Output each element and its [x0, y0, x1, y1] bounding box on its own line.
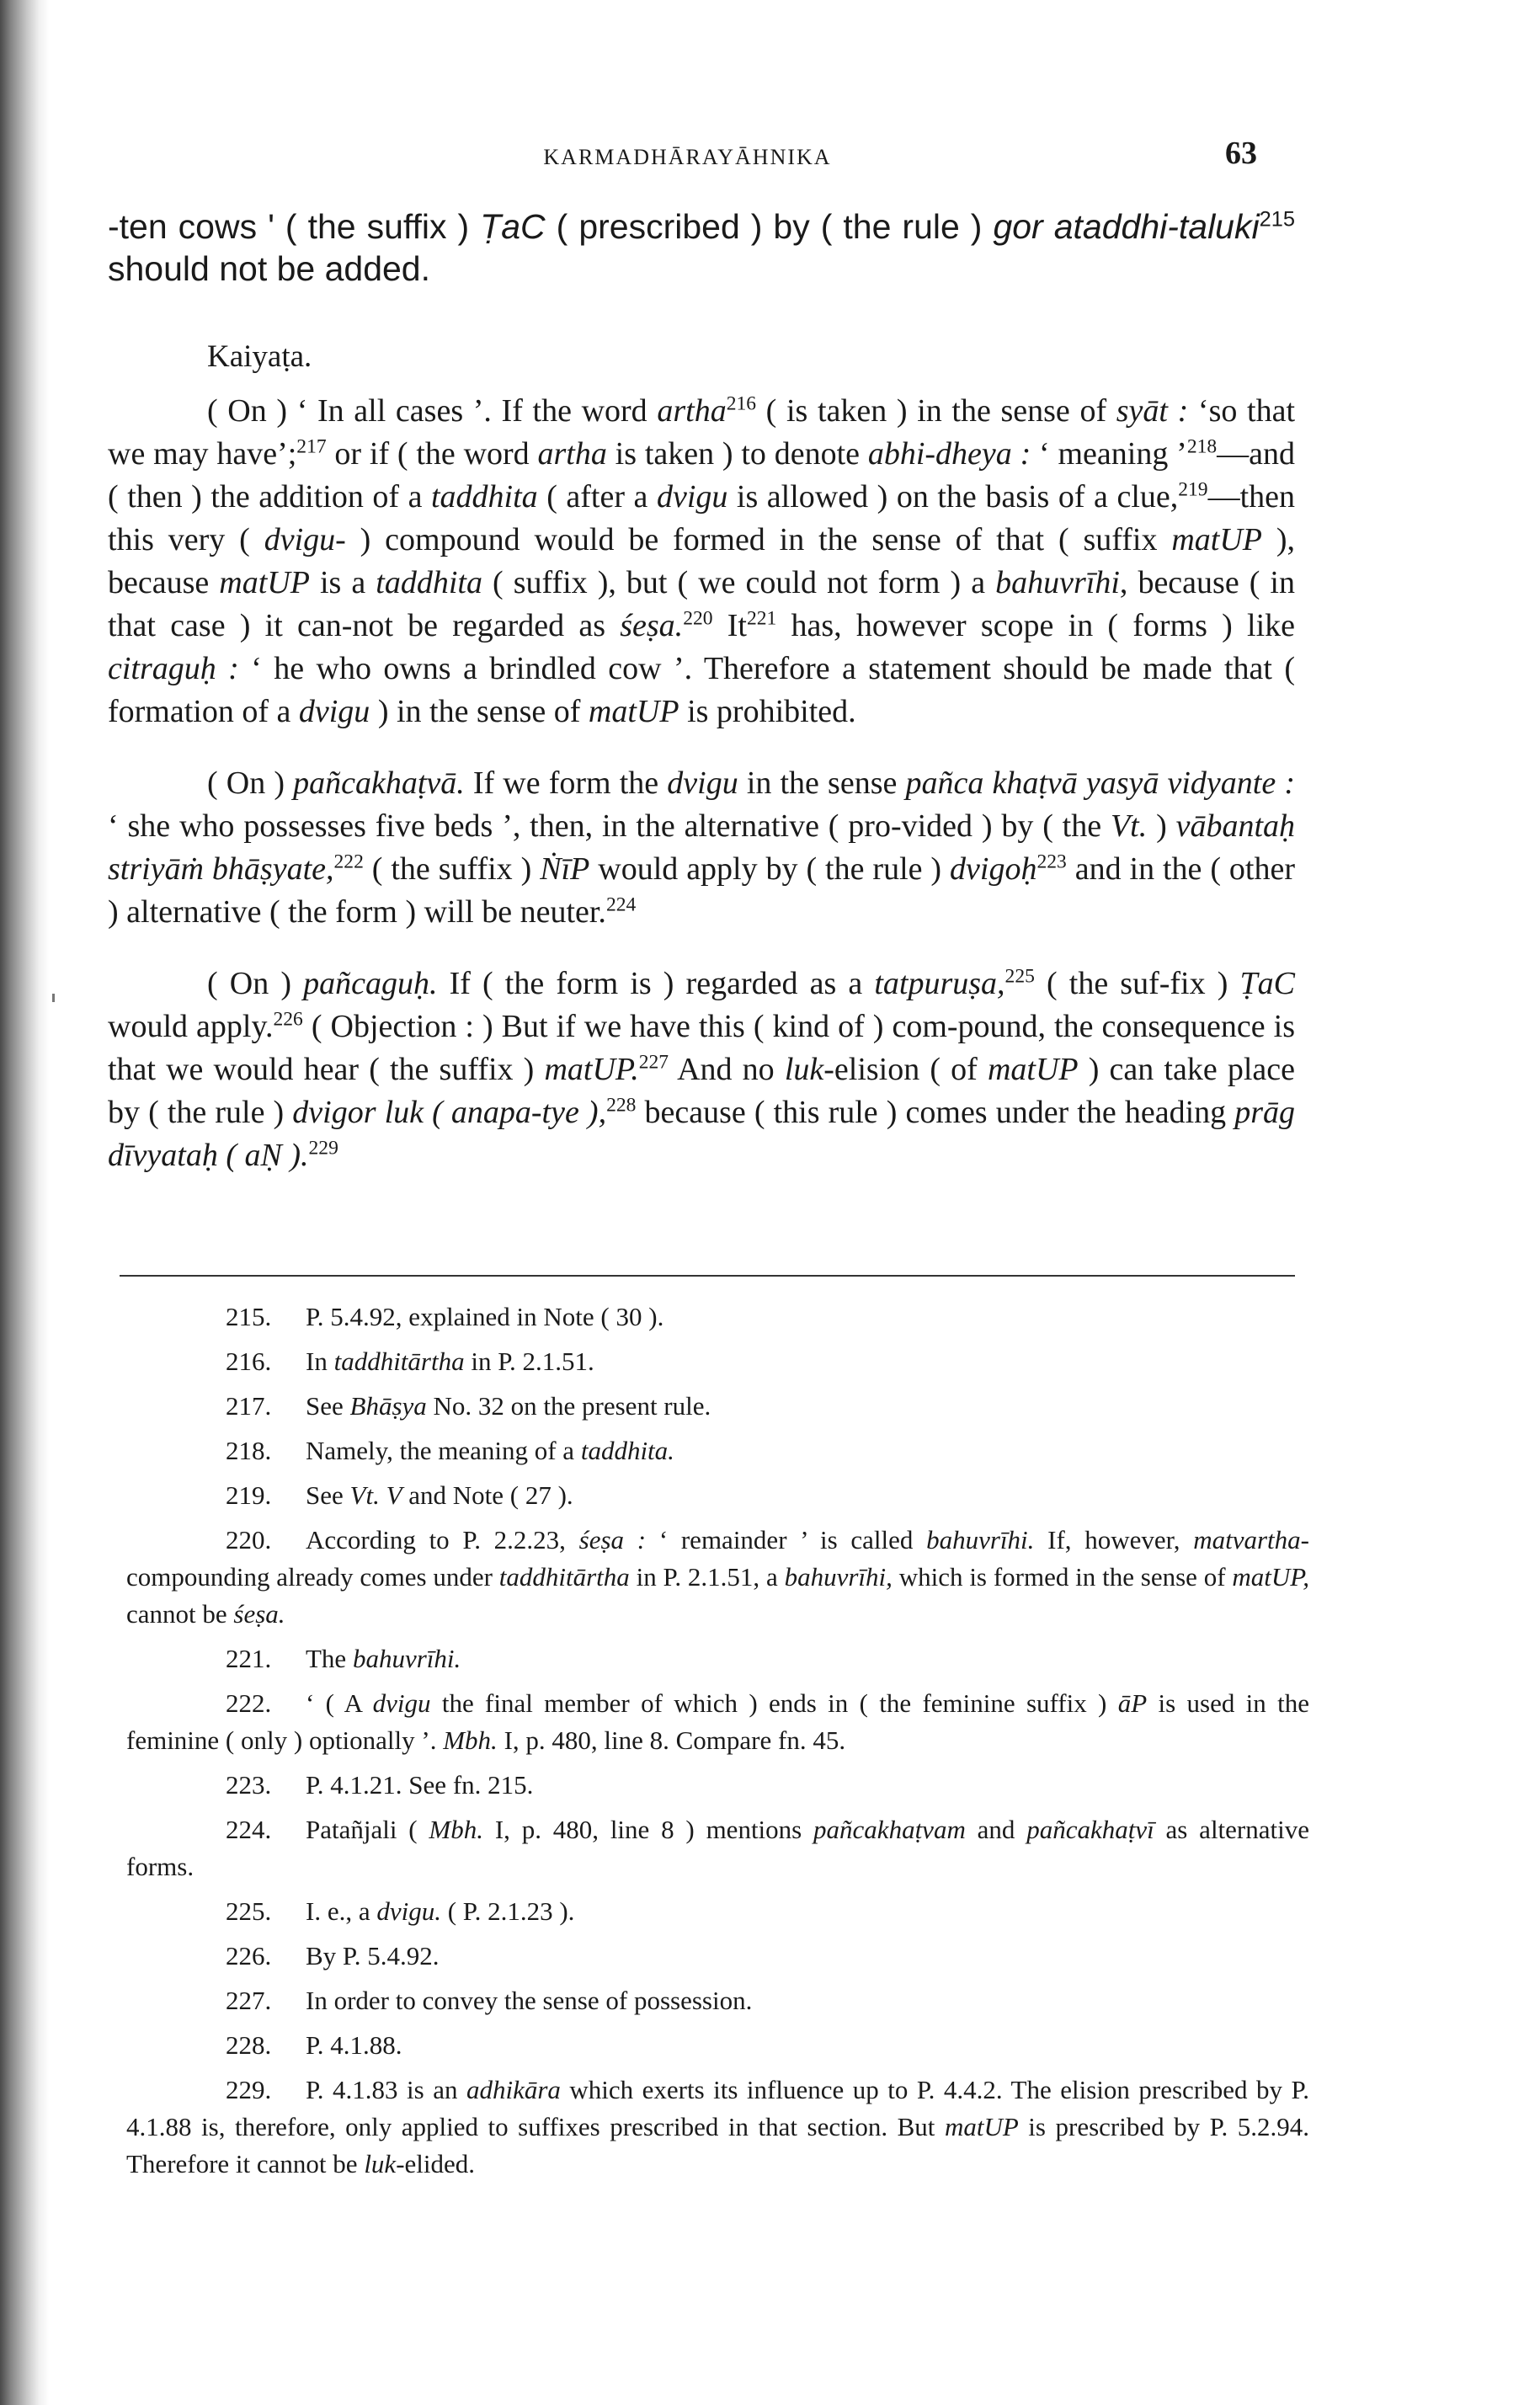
text-run: I, p. 480, line 8 ) mentions	[483, 1815, 814, 1844]
italic-term: citraguḥ :	[108, 651, 239, 686]
footnote-number: 215.	[226, 1302, 272, 1331]
text-run: -compounding already comes under	[126, 1525, 1309, 1592]
italic-term: bahuvrīhi,	[784, 1562, 893, 1592]
text-run: ( Objection : ) But if we have this ( kind of ) com-pound, the consequence is that we would hear ( the suffix )	[108, 1009, 1295, 1087]
text-run: ) can take place by ( the rule )	[108, 1052, 1295, 1130]
footnote	[126, 1685, 1309, 1759]
footnotes	[126, 1298, 1309, 2190]
text-run: ) compound would be formed in the sense of that ( suffix	[345, 522, 1172, 557]
text-run: In	[306, 1346, 334, 1376]
footnote-ref: 225	[1004, 965, 1035, 988]
text-run: According to P. 2.2.23,	[306, 1525, 579, 1554]
italic-term: śeṣa.	[620, 608, 684, 643]
commentary-paragraph	[108, 963, 1295, 1177]
footnote-number: 219.	[226, 1480, 272, 1510]
text-run: ‘ he who owns a brindled cow ’. Therefore a statement should be made that ( formation of a	[108, 651, 1295, 729]
footnote-number: 226.	[226, 1941, 272, 1970]
footnote	[126, 1522, 1309, 1633]
footnote	[126, 1343, 1309, 1380]
text-run: —and ( then ) the addition of a	[108, 436, 1296, 515]
text-run: the final member of which ) ends in ( the feminine suffix )	[430, 1688, 1118, 1718]
text-run: is taken ) to denote	[606, 436, 868, 472]
italic-term: ṬaC	[1239, 966, 1295, 1001]
continuation-rule: gor ataddhi-taluki	[993, 207, 1260, 246]
footnote-number: 221.	[226, 1644, 272, 1673]
italic-term: Mbh.	[429, 1815, 483, 1844]
italic-term: dvigu-	[264, 522, 346, 557]
italic-term: bahuvrīhi	[995, 565, 1120, 600]
italic-term: taddhitārtha	[333, 1346, 465, 1376]
footnote-ref: 219	[1178, 478, 1208, 501]
text-run: If, however,	[1034, 1525, 1194, 1554]
text-run: I, p. 480, line 8. Compare fn. 45.	[497, 1725, 846, 1755]
footnote-ref: 226	[273, 1008, 303, 1031]
footnote	[126, 1982, 1309, 2019]
footnote	[126, 1298, 1309, 1336]
italic-term: prāg dīvyataḥ ( aṆ ).	[108, 1095, 1296, 1173]
italic-term: matUP	[1171, 522, 1262, 557]
italic-term: ṄīP	[540, 851, 590, 887]
text-run: —then this very (	[108, 479, 1296, 557]
text-run: ( On )	[207, 966, 304, 1001]
footnote-ref: 220	[683, 607, 713, 630]
text-run: See	[306, 1391, 350, 1421]
continuation-text: -ten cows ' ( the suffix )	[108, 207, 481, 246]
italic-term: taddhita.	[580, 1436, 674, 1465]
italic-term: Vt. V	[349, 1480, 402, 1510]
text-run: ( On )	[207, 765, 294, 801]
section-heading: Kaiyaṭa.	[207, 339, 312, 374]
italic-term: dvigu	[298, 694, 370, 729]
text-run: in P. 2.1.51.	[464, 1346, 594, 1376]
text-run: )	[1147, 808, 1176, 844]
italic-term: dvigu	[372, 1688, 431, 1718]
footnote	[126, 2072, 1309, 2183]
italic-term: taddhita	[376, 565, 482, 600]
text-run: If we form the	[464, 765, 668, 801]
italic-term: pañcaguḥ.	[303, 966, 438, 1001]
text-run: In order to convey the sense of possession.	[306, 1986, 753, 2015]
text-run: ‘ remainder ’ is called	[646, 1525, 927, 1554]
footnote-number: 216.	[226, 1346, 272, 1376]
footnote-ref: 215	[1259, 207, 1295, 232]
text-run: ( is taken ) in the sense of	[756, 393, 1116, 429]
text-run: And no	[669, 1052, 785, 1087]
text-run: The	[306, 1644, 353, 1673]
footnote	[126, 1893, 1309, 1930]
text-run: ( P. 2.1.23 ).	[440, 1896, 575, 1926]
text-run: I. e., a	[306, 1896, 377, 1926]
text-run: If ( the form is ) regarded as a	[437, 966, 875, 1001]
continuation-text: should not be added.	[108, 249, 430, 288]
footnote-number: 220.	[226, 1525, 272, 1554]
footnote	[126, 2027, 1309, 2064]
footnote	[126, 1432, 1309, 1469]
italic-term: tatpuruṣa,	[874, 966, 1005, 1001]
continuation-paragraph	[108, 205, 1295, 290]
italic-term: śeṣa :	[578, 1525, 647, 1554]
italic-term: śeṣa.	[233, 1599, 285, 1629]
text-run: is prohibited.	[679, 694, 856, 729]
italic-term: dvigu	[667, 765, 738, 801]
italic-term: āP	[1117, 1688, 1148, 1718]
text-run: is allowed ) on the basis of a clue,	[727, 479, 1179, 515]
text-run: -elided.	[396, 2149, 476, 2178]
text-run: would apply.	[108, 1009, 274, 1044]
italic-term: matUP	[987, 1052, 1079, 1087]
text-run: ) in the sense of	[370, 694, 589, 729]
commentary-paragraphs	[108, 390, 1295, 1177]
text-run: would apply by ( the rule )	[589, 851, 951, 887]
footnote	[126, 1388, 1309, 1425]
italic-term: adhikāra	[466, 2075, 561, 2104]
footnote	[126, 1477, 1309, 1514]
text-run: By P. 5.4.92.	[306, 1941, 440, 1970]
text-run: P. 5.4.92, explained in Note ( 30 ).	[306, 1302, 664, 1331]
text-run: or if ( the word	[326, 436, 538, 472]
text-run: P. 4.1.88.	[306, 2030, 402, 2060]
footnote-number: 217.	[226, 1391, 272, 1421]
text-run: It	[712, 608, 747, 643]
italic-term: dvigoḥ	[950, 851, 1037, 887]
italic-term: matUP	[944, 2112, 1019, 2141]
italic-term: dvigor luk ( anapa-tye ),	[292, 1095, 607, 1130]
italic-term: matUP	[219, 565, 310, 600]
text-run: in P. 2.1.51, a	[629, 1562, 785, 1592]
footnote-number: 227.	[226, 1986, 272, 2015]
italic-term: artha	[657, 393, 727, 429]
text-run: in the sense	[738, 765, 906, 801]
scan-speck	[52, 994, 55, 1002]
footnote-ref: 222	[333, 851, 364, 873]
italic-term: artha	[537, 436, 607, 472]
footnote-ref: 218	[1186, 435, 1218, 458]
footnote-ref: 227	[638, 1051, 669, 1074]
italic-term: pañcakhaṭvī	[1026, 1815, 1154, 1844]
text-run: and	[965, 1815, 1027, 1844]
text-run: ( after a	[537, 479, 657, 515]
footnote-ref: 216	[726, 392, 757, 415]
text-run: ( the suffix )	[363, 851, 541, 887]
italic-term: matUP,	[1232, 1562, 1309, 1592]
text-run: See	[306, 1480, 350, 1510]
italic-term: taddhitārtha	[498, 1562, 630, 1592]
footnote	[126, 1811, 1309, 1885]
italic-term: bahuvrīhi.	[352, 1644, 461, 1673]
text-run: ( the suf-fix )	[1034, 966, 1240, 1001]
main-text	[108, 205, 1295, 1206]
text-run: Patañjali (	[306, 1815, 429, 1844]
text-run: as alternative forms.	[126, 1815, 1309, 1881]
text-run: is used in the feminine ( only ) optionally ’.	[126, 1688, 1309, 1755]
text-run: is a	[309, 565, 376, 600]
text-run: ), because	[108, 522, 1296, 600]
footnote-number: 229.	[226, 2075, 272, 2104]
footnote-number: 222.	[226, 1688, 272, 1718]
italic-term: Mbh.	[443, 1725, 498, 1755]
page-header	[0, 136, 1540, 175]
continuation-suffix: ṬaC	[480, 207, 546, 246]
italic-term: matUP	[588, 694, 679, 729]
text-run: ‘ meaning ’	[1031, 436, 1187, 472]
footnote-number: 218.	[226, 1436, 272, 1465]
italic-term: luk	[784, 1052, 824, 1087]
continuation-text: ( prescribed ) by ( the rule )	[545, 207, 994, 246]
text-run: ( On ) ‘ In all cases ’. If the word	[207, 393, 658, 429]
footnote-ref: 217	[296, 435, 327, 458]
footnote-ref: 229	[308, 1137, 338, 1160]
footnote	[126, 1767, 1309, 1804]
footnote-number: 224.	[226, 1815, 272, 1844]
page-number: 63	[1225, 136, 1257, 171]
italic-term: dvigu	[656, 479, 728, 515]
footnote-ref: 221	[746, 607, 777, 630]
italic-term: syāt :	[1116, 393, 1189, 429]
footnote-number: 223.	[226, 1770, 272, 1800]
text-run: P. 4.1.83 is an	[306, 2075, 466, 2104]
italic-term: pañca khaṭvā yasyā vidyante :	[905, 765, 1295, 801]
italic-term: bahuvrīhi.	[926, 1525, 1035, 1554]
text-run: because ( this rule ) comes under the heading	[636, 1095, 1235, 1130]
footnote-number: 228.	[226, 2030, 272, 2060]
italic-term: abhi-dheya :	[867, 436, 1031, 472]
italic-term: matvartha	[1193, 1525, 1301, 1554]
text-run: cannot be	[126, 1599, 234, 1629]
text-run: No. 32 on the present rule.	[426, 1391, 711, 1421]
footnote	[126, 1938, 1309, 1975]
commentary-paragraph	[108, 762, 1295, 934]
text-run: , because ( in that case ) it can-not be regarded as	[108, 565, 1295, 643]
footnote-ref: 228	[606, 1094, 637, 1117]
text-run: ‘ ( A	[306, 1688, 373, 1718]
footnote-ref: 223	[1036, 851, 1067, 873]
scan-binding-shadow	[0, 0, 49, 2405]
text-run: has, however scope in ( forms ) like	[776, 608, 1296, 643]
text-run: and Note ( 27 ).	[402, 1480, 573, 1510]
italic-term: pañcakhaṭvam	[813, 1815, 966, 1844]
text-run: ‘so that we may have’;	[108, 393, 1296, 472]
footnote-number: 225.	[226, 1896, 272, 1926]
commentary-paragraph	[108, 390, 1295, 733]
italic-term: vābantaḥ striyāṁ bhāṣyate,	[108, 808, 1296, 887]
text-run: Namely, the meaning of a	[306, 1436, 581, 1465]
italic-term: Bhāṣya	[349, 1391, 427, 1421]
footnote-ref: 224	[605, 893, 637, 916]
footnote-separator	[120, 1275, 1295, 1277]
italic-term: Vt.	[1110, 808, 1148, 844]
italic-term: matUP.	[544, 1052, 639, 1087]
text-run: -elision ( of	[823, 1052, 988, 1087]
text-run: P. 4.1.21. See fn. 215.	[306, 1770, 534, 1800]
italic-term: dvigu.	[376, 1896, 441, 1926]
text-run: ‘ she who possesses five beds ’, then, in the alternative ( pro-vided ) by ( the	[108, 808, 1111, 844]
text-run: is prescribed by P. 5.2.94. Therefore it cannot be	[126, 2112, 1309, 2178]
italic-term: pañcakhaṭvā.	[293, 765, 465, 801]
footnote	[126, 1640, 1309, 1677]
running-title: KARMADHĀRAYĀHNIKA	[543, 145, 832, 169]
text-run: which exerts its influence up to P. 4.4.2. The elision prescribed by P. 4.1.88 is, therefore, only applied to suffixes prescribed in that section. But	[126, 2075, 1309, 2141]
text-run: ( suffix ), but ( we could not form ) a	[482, 565, 996, 600]
text-run: and in the ( other ) alternative ( the form ) will be neuter.	[108, 851, 1296, 930]
italic-term: taddhita	[430, 479, 538, 515]
italic-term: luk	[364, 2149, 397, 2178]
text-run: which is formed in the sense of	[892, 1562, 1233, 1592]
